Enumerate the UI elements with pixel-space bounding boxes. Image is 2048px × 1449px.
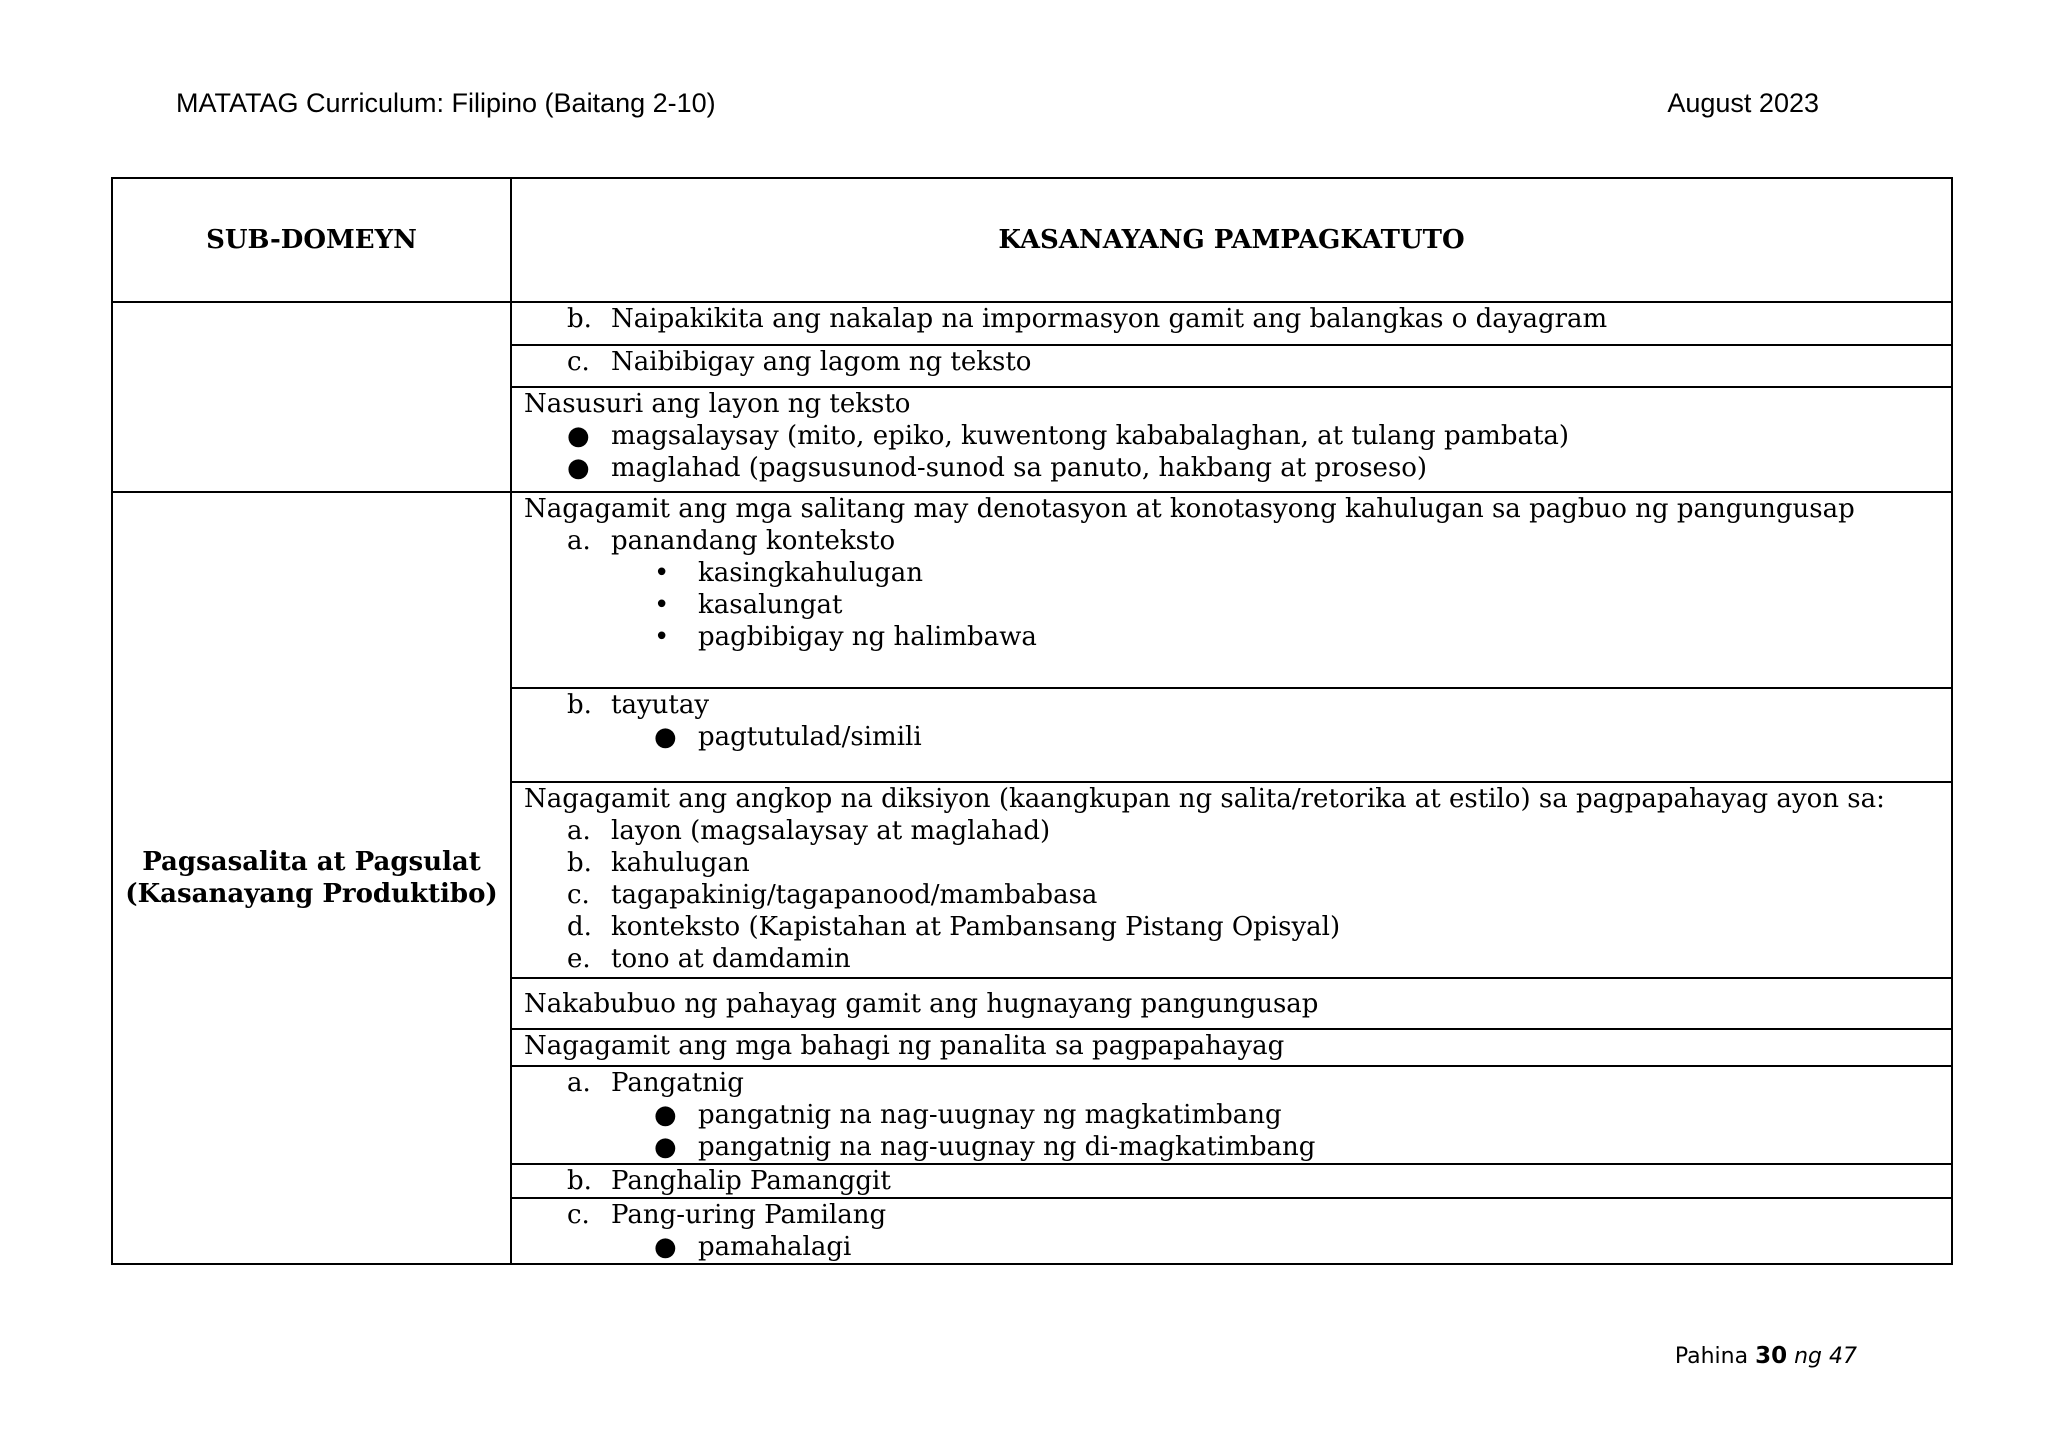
competency-text: Naipakikita ang nakalap na impormasyon gamit ang balangkas o dayagram (611, 304, 1608, 334)
competency-text: Nagagamit ang mga bahagi ng panalita sa pagpapahayag (524, 1031, 1285, 1061)
footer-total-pages: 47 (1829, 1344, 1857, 1369)
competency-text: Pang-uring Pamilang (611, 1200, 887, 1230)
bullet-marker: ● (654, 1232, 677, 1262)
competency-intro: Nagagamit ang mga salitang may denotasyon at konotasyong kahulugan sa pagbuo ng pangungusap (524, 494, 1855, 524)
col-header-competency: KASANAYANG PAMPAGKATUTO (511, 178, 1952, 302)
competency-cell (511, 302, 1952, 345)
table-header-row (112, 178, 1952, 302)
competency-cell (511, 1164, 1952, 1198)
list-marker: a. (567, 526, 591, 556)
bullet-marker: ● (654, 1100, 677, 1130)
subdomain-cell-continued (112, 302, 511, 492)
competency-intro: Nagagamit ang angkop na diksiyon (kaangkupan ng salita/retorika at estilo) sa pagpapahayag ayon sa: (524, 784, 1885, 814)
list-marker: a. (567, 816, 591, 846)
list-marker: e. (567, 944, 591, 974)
list-marker: c. (567, 880, 590, 910)
competency-text: Pangatnig (611, 1068, 744, 1098)
subdomain-cell-speaking-writing (112, 492, 511, 1264)
competency-text: Naibibigay ang lagom ng teksto (611, 347, 1032, 377)
subdomain-label-sub: (Kasanayang Produktibo) (125, 879, 498, 909)
competency-text: panandang konteksto (611, 526, 896, 556)
competency-cell (511, 1029, 1952, 1066)
bullet-text: pamahalagi (698, 1232, 852, 1262)
footer-prefix: Pahina (1674, 1344, 1749, 1369)
list-marker: b. (567, 304, 592, 334)
bullet-text: kasalungat (698, 590, 843, 620)
footer-separator: ng (1794, 1344, 1822, 1369)
competency-cell (511, 387, 1952, 492)
curriculum-table (111, 177, 1953, 1265)
competency-cell (511, 345, 1952, 387)
col-header-subdomain: SUB-DOMEYN (112, 178, 511, 302)
bullet-marker: • (654, 622, 670, 652)
list-marker: b. (567, 690, 592, 720)
list-marker: b. (567, 1166, 592, 1196)
competency-text: Nakabubuo ng pahayag gamit ang hugnayang pangungusap (524, 988, 1319, 1019)
subdomain-label: Pagsasalita at Pagsulat (142, 847, 481, 877)
list-marker: a. (567, 1068, 591, 1098)
competency-cell (511, 782, 1952, 978)
competency-text: tono at damdamin (611, 944, 851, 974)
competency-text: layon (magsalaysay at maglahad) (611, 816, 1051, 846)
competency-intro: Nasusuri ang layon ng teksto (524, 389, 911, 419)
bullet-marker: ● (654, 1132, 677, 1162)
bullet-text: kasingkahulugan (698, 558, 923, 588)
bullet-text: maglahad (pagsusunod-sunod sa panuto, hakbang at proseso) (611, 453, 1428, 483)
bullet-marker: ● (654, 722, 677, 752)
document-header-title: MATATAG Curriculum: Filipino (Baitang 2-10) (176, 88, 716, 118)
bullet-text: pangatnig na nag-uugnay ng magkatimbang (698, 1100, 1282, 1130)
competency-cell (511, 978, 1952, 1029)
competency-cell (511, 688, 1952, 782)
table-row (112, 492, 1952, 688)
list-marker: b. (567, 848, 592, 878)
competency-text: tayutay (611, 690, 710, 720)
table-row (112, 302, 1952, 345)
competency-text: kahulugan (611, 848, 750, 878)
document-header-date: August 2023 (1667, 88, 1819, 118)
page-footer (1675, 1343, 1857, 1369)
list-marker: d. (567, 912, 592, 942)
bullet-text: pangatnig na nag-uugnay ng di-magkatimbang (698, 1132, 1316, 1162)
list-marker: c. (567, 1200, 590, 1230)
competency-cell (511, 1066, 1952, 1164)
bullet-text: pagtutulad/simili (698, 722, 922, 752)
bullet-text: pagbibigay ng halimbawa (698, 622, 1037, 652)
bullet-marker: ● (567, 421, 590, 451)
competency-text: tagapakinig/tagapanood/mambabasa (611, 880, 1098, 910)
competency-cell (511, 492, 1952, 688)
bullet-text: magsalaysay (mito, epiko, kuwentong kababalaghan, at tulang pambata) (611, 421, 1570, 451)
footer-page-number: 30 (1755, 1343, 1788, 1369)
list-marker: c. (567, 347, 590, 377)
bullet-marker: ● (567, 453, 590, 483)
competency-cell (511, 1198, 1952, 1264)
bullet-marker: • (654, 590, 670, 620)
competency-text: Panghalip Pamanggit (611, 1166, 891, 1196)
competency-text: konteksto (Kapistahan at Pambansang Pistang Opisyal) (611, 912, 1341, 942)
bullet-marker: • (654, 558, 670, 588)
